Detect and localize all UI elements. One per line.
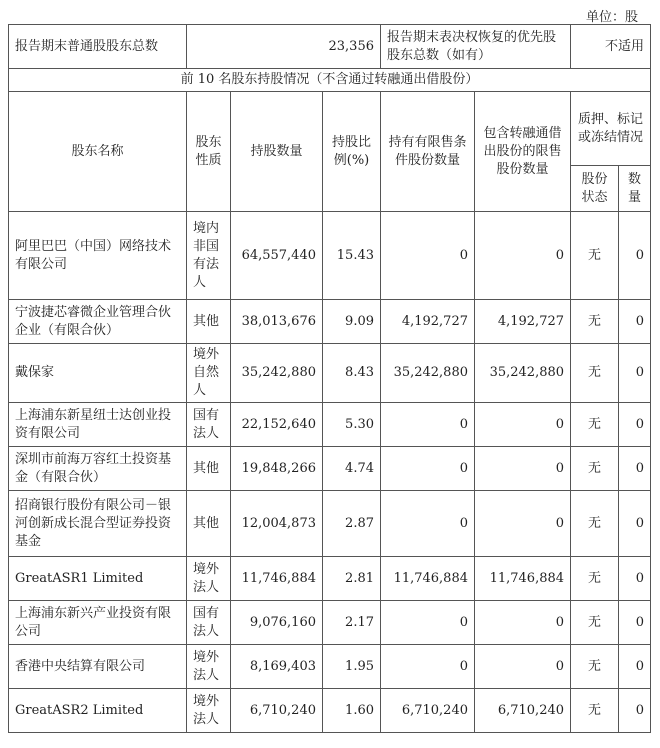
pledge-status: 无	[571, 212, 619, 300]
restricted-shares-incl-lent: 4,192,727	[475, 300, 571, 344]
header-name: 股东名称	[9, 92, 187, 212]
shareholder-name: 戴保家	[9, 344, 187, 403]
shares-held: 35,242,880	[231, 344, 323, 403]
shareholder-nature: 境外法人	[187, 557, 231, 601]
header-pledge-qty: 数量	[619, 166, 651, 212]
holding-ratio: 4.74	[323, 447, 381, 491]
restricted-shares: 35,242,880	[381, 344, 475, 403]
pledge-status: 无	[571, 403, 619, 447]
table-row	[9, 601, 651, 645]
holding-ratio: 2.87	[323, 491, 381, 557]
restricted-shares: 0	[381, 491, 475, 557]
header-restricted: 持有有限售条件股份数量	[381, 92, 475, 212]
pledge-qty: 0	[619, 447, 651, 491]
header-pledge: 质押、标记或冻结情况	[571, 92, 651, 166]
restricted-shares: 4,192,727	[381, 300, 475, 344]
holding-ratio: 8.43	[323, 344, 381, 403]
shareholder-nature: 国有法人	[187, 403, 231, 447]
shareholder-name: 宁波捷芯睿微企业管理合伙企业（有限合伙）	[9, 300, 187, 344]
shareholder-nature: 国有法人	[187, 601, 231, 645]
pledge-status: 无	[571, 645, 619, 689]
shares-held: 8,169,403	[231, 645, 323, 689]
holding-ratio: 1.60	[323, 689, 381, 733]
table-row	[9, 403, 651, 447]
restricted-shares-incl-lent: 35,242,880	[475, 344, 571, 403]
shareholder-nature: 境内非国有法人	[187, 212, 231, 300]
restricted-shares-incl-lent: 11,746,884	[475, 557, 571, 601]
header-ratio: 持股比例(%)	[323, 92, 381, 212]
pledge-status: 无	[571, 557, 619, 601]
pledge-qty: 0	[619, 601, 651, 645]
shareholder-name: 深圳市前海万容红土投资基金（有限合伙）	[9, 447, 187, 491]
summary-row	[9, 25, 651, 69]
shares-held: 6,710,240	[231, 689, 323, 733]
header-restricted-incl: 包含转融通借出股份的限售股份数量	[475, 92, 571, 212]
common-holders-value: 23,356	[187, 25, 381, 69]
table-row	[9, 344, 651, 403]
shareholder-nature: 其他	[187, 491, 231, 557]
pledge-qty: 0	[619, 212, 651, 300]
pledge-qty: 0	[619, 344, 651, 403]
shareholder-name: 香港中央结算有限公司	[9, 645, 187, 689]
restricted-shares-incl-lent: 0	[475, 403, 571, 447]
restricted-shares: 0	[381, 645, 475, 689]
pledge-status: 无	[571, 344, 619, 403]
shareholder-nature: 境外法人	[187, 689, 231, 733]
shares-held: 11,746,884	[231, 557, 323, 601]
restricted-shares: 6,710,240	[381, 689, 475, 733]
header-nature: 股东性质	[187, 92, 231, 212]
preferred-holders-value: 不适用	[571, 25, 651, 69]
holding-ratio: 5.30	[323, 403, 381, 447]
pledge-status: 无	[571, 689, 619, 733]
holding-ratio: 9.09	[323, 300, 381, 344]
header-pledge-status: 股份状态	[571, 166, 619, 212]
shareholder-nature: 其他	[187, 300, 231, 344]
shareholder-nature: 境外自然人	[187, 344, 231, 403]
section-title: 前 10 名股东持股情况（不含通过转融通出借股份）	[9, 69, 651, 92]
restricted-shares: 0	[381, 403, 475, 447]
header-shares: 持股数量	[231, 92, 323, 212]
common-holders-label: 报告期末普通股股东总数	[9, 25, 187, 69]
pledge-status: 无	[571, 601, 619, 645]
shares-held: 64,557,440	[231, 212, 323, 300]
restricted-shares-incl-lent: 0	[475, 447, 571, 491]
shareholder-name: GreatASR2 Limited	[9, 689, 187, 733]
restricted-shares: 0	[381, 447, 475, 491]
pledge-qty: 0	[619, 300, 651, 344]
shareholder-nature: 境外法人	[187, 645, 231, 689]
unit-label: 单位：股	[585, 10, 638, 25]
pledge-qty: 0	[619, 645, 651, 689]
holding-ratio: 1.95	[323, 645, 381, 689]
holding-ratio: 2.81	[323, 557, 381, 601]
header-row	[9, 92, 651, 166]
section-title-row	[9, 69, 651, 92]
shareholder-name: 阿里巴巴（中国）网络技术有限公司	[9, 212, 187, 300]
table-row	[9, 212, 651, 300]
shares-held: 19,848,266	[231, 447, 323, 491]
pledge-status: 无	[571, 300, 619, 344]
table-row	[9, 491, 651, 557]
shareholder-name: 上海浦东新星纽士达创业投资有限公司	[9, 403, 187, 447]
pledge-qty: 0	[619, 491, 651, 557]
restricted-shares-incl-lent: 0	[475, 491, 571, 557]
pledge-status: 无	[571, 491, 619, 557]
shareholder-name: GreatASR1 Limited	[9, 557, 187, 601]
shares-held: 9,076,160	[231, 601, 323, 645]
holding-ratio: 15.43	[323, 212, 381, 300]
shareholder-name: 招商银行股份有限公司－银河创新成长混合型证券投资基金	[9, 491, 187, 557]
restricted-shares: 0	[381, 601, 475, 645]
restricted-shares-incl-lent: 0	[475, 212, 571, 300]
table-row	[9, 300, 651, 344]
restricted-shares-incl-lent: 6,710,240	[475, 689, 571, 733]
table-row	[9, 557, 651, 601]
preferred-holders-label: 报告期末表决权恢复的优先股股东总数（如有）	[381, 25, 571, 69]
pledge-qty: 0	[619, 403, 651, 447]
restricted-shares: 11,746,884	[381, 557, 475, 601]
pledge-qty: 0	[619, 689, 651, 733]
shares-held: 38,013,676	[231, 300, 323, 344]
shareholder-nature: 其他	[187, 447, 231, 491]
restricted-shares-incl-lent: 0	[475, 601, 571, 645]
pledge-qty: 0	[619, 557, 651, 601]
table-row	[9, 447, 651, 491]
shareholder-table	[8, 24, 651, 733]
restricted-shares-incl-lent: 0	[475, 645, 571, 689]
shareholder-name: 上海浦东新兴产业投资有限公司	[9, 601, 187, 645]
restricted-shares: 0	[381, 212, 475, 300]
shares-held: 12,004,873	[231, 491, 323, 557]
pledge-status: 无	[571, 447, 619, 491]
table-row	[9, 645, 651, 689]
table-row	[9, 689, 651, 733]
holding-ratio: 2.17	[323, 601, 381, 645]
shares-held: 22,152,640	[231, 403, 323, 447]
